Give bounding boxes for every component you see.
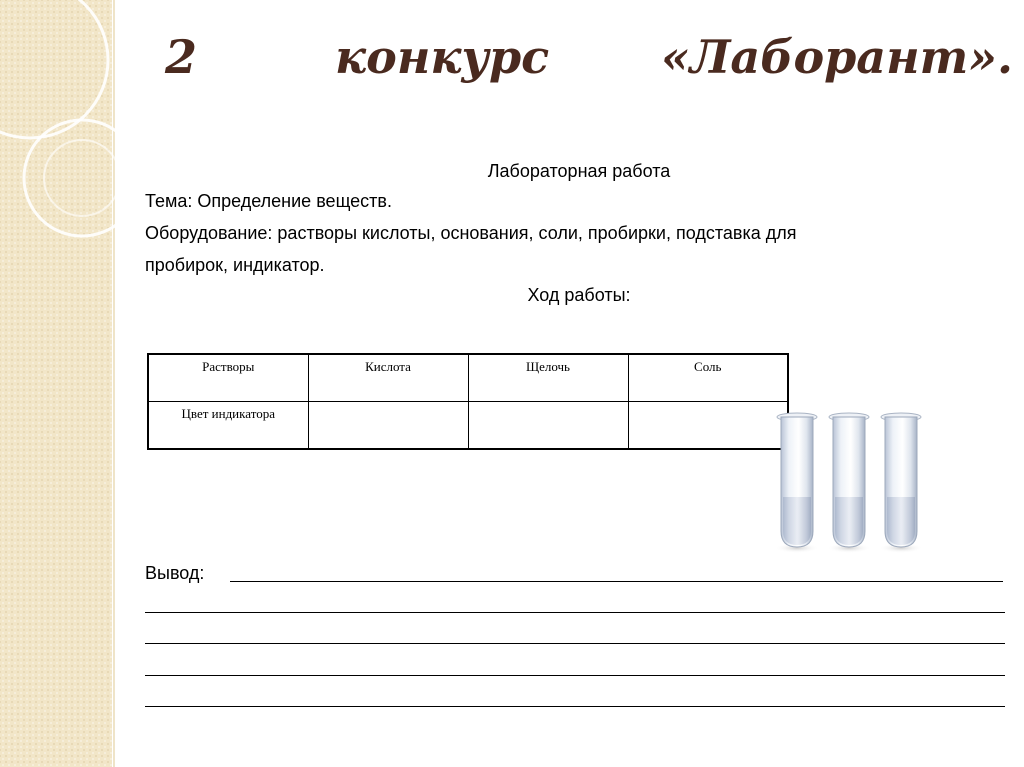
conclusion-line <box>145 643 1005 644</box>
table-header-row <box>148 354 788 402</box>
conclusion-line <box>145 675 1005 676</box>
lab-topic: Тема: Определение веществ. <box>145 191 392 211</box>
lab-equipment-line2: пробирок, индикатор. <box>145 255 325 275</box>
test-tube-1 <box>777 413 817 547</box>
lab-heading: Лабораторная работа <box>487 161 671 181</box>
table-row <box>148 402 788 450</box>
table-cell <box>468 402 628 450</box>
table-header-cell: Щелочь <box>468 354 628 402</box>
lab-equipment-line1: Оборудование: растворы кислоты, основания, соли, пробирки, подставка для <box>145 223 797 243</box>
table-header-cell: Соль <box>628 354 788 402</box>
conclusion-line <box>145 706 1005 707</box>
lab-procedure-heading: Ход работы: <box>527 285 631 305</box>
decorative-rings-icon <box>0 0 130 767</box>
title-number: 2 <box>165 30 198 84</box>
slide-title <box>165 30 1014 100</box>
conclusion-line <box>145 612 1005 613</box>
table-cell <box>308 402 468 450</box>
table-header-cell: Кислота <box>308 354 468 402</box>
test-tube-2 <box>829 413 869 547</box>
results-table <box>147 353 789 450</box>
table-header-cell: Растворы <box>148 354 308 402</box>
title-word: конкурс <box>335 30 550 84</box>
table-cell <box>628 402 788 450</box>
test-tube-3 <box>881 413 921 547</box>
title-name: «Лаборант». <box>661 30 1014 84</box>
table-row-label: Цвет индикатора <box>148 402 308 450</box>
conclusion-label: Вывод: <box>145 563 205 583</box>
test-tubes-icon <box>765 405 945 565</box>
conclusion-line <box>230 581 1003 582</box>
